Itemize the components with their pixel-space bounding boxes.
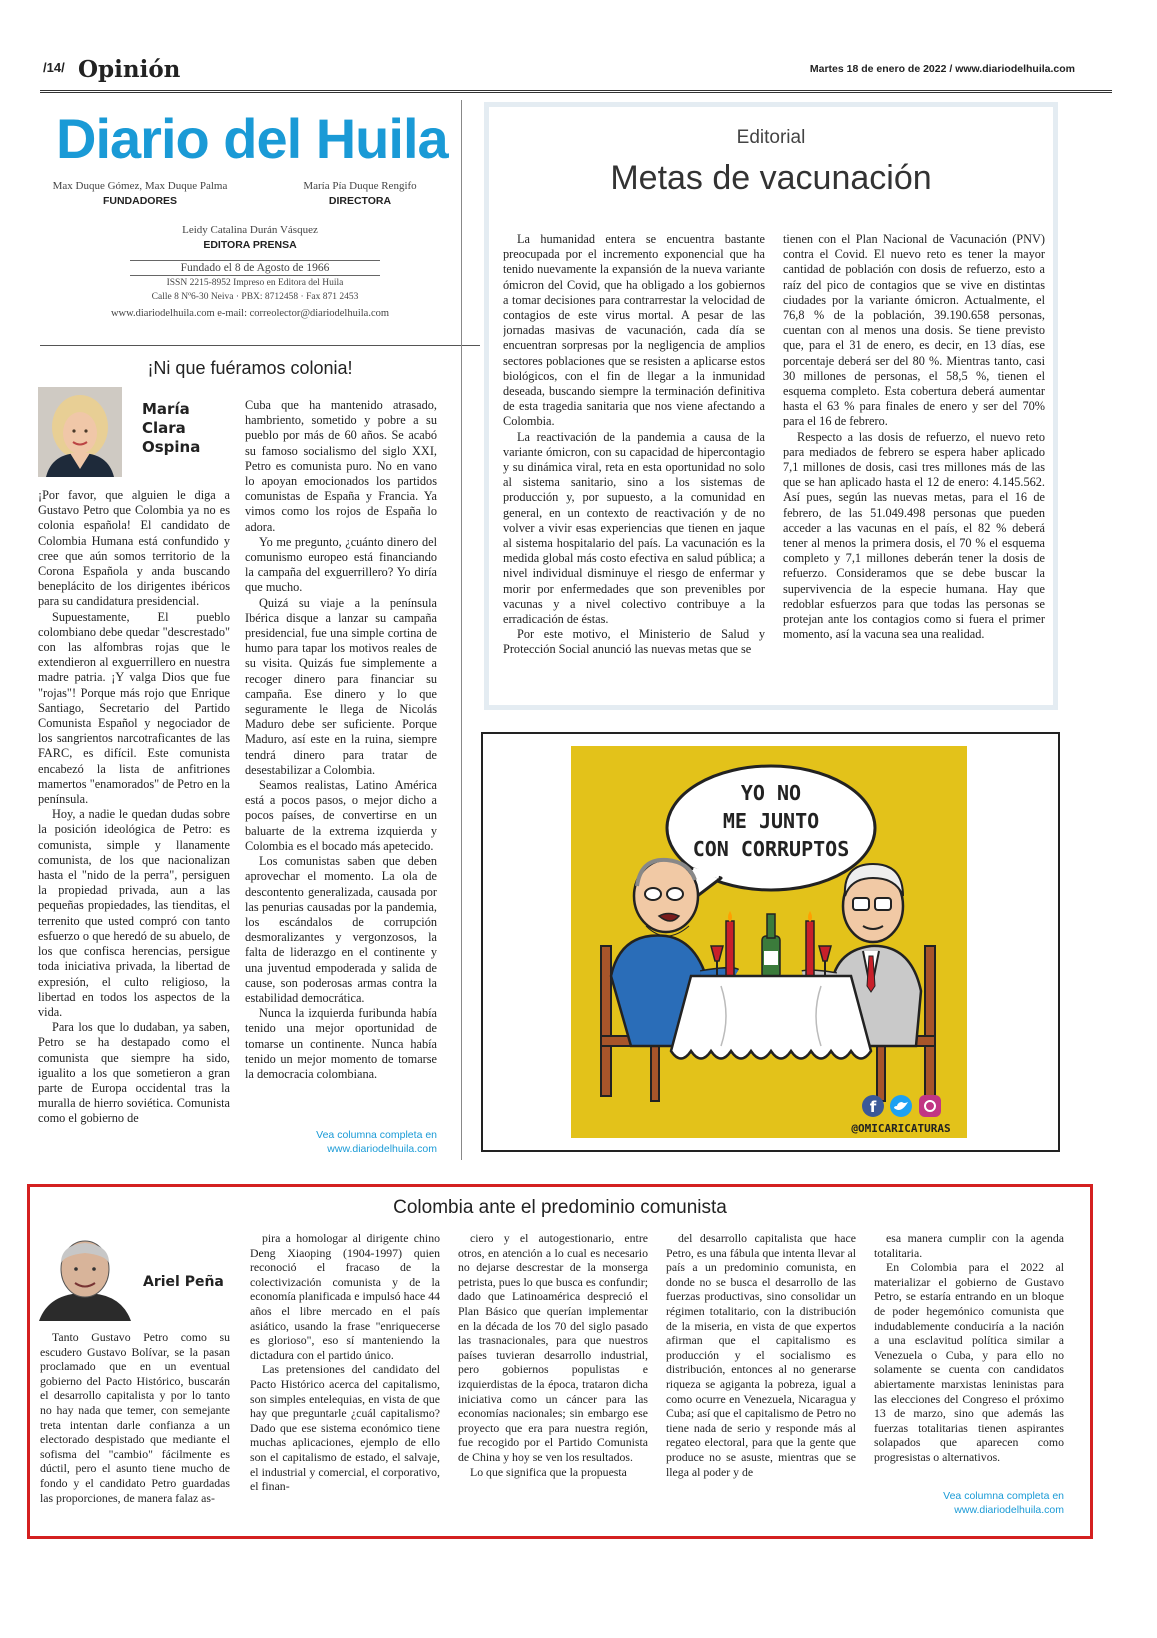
paragraph: En Colombia para el 2022 al materializar el gobierno de Gustavo Petro, se estaría entrando en un bloque de poder hegemónico comunista que indudablemente conduciría a la nación a una esclavitud política similar a Venezuela o Cuba, y para ello no solamente se cuenta con candidatos abiertamente marxistas leninistas para las elecciones del Congreso el próximo 13 de marzo, sino que además las fuerzas totalitarias tienen aspirantes solapados que aparecen como progresistas o alternativos. [874,1260,1064,1464]
address-line: Calle 8 Nº6-30 Neiva · PBX: 8712458 · Fax 871 2453 [151,292,359,302]
column-separator [461,100,462,1160]
instagram-icon [919,1095,941,1117]
masthead [40,98,480,348]
founders-names: Max Duque Gómez, Max Duque Palma [52,180,228,192]
paragraph: esa manera cumplir con la agenda totalitaria. [874,1231,1064,1260]
paragraph: La humanidad entera se encuentra bastante preocupada por el incremento exponencial que ha tenido nuevamente la expansión de la nueva variante ómicron del Covid, que ha obligado a los gobiernos a tomar decisiones para contrarrestar la velocidad de contagios de este virus mortal. A pesar de las jornadas masivas de vacunación, cada día se encuentran sorpresas por la negligencia de amplios sectores poblaciones que se resisten a aplicarse estos biológicos, con el fin de llegar a la inmunidad deseada, buscando siempre la terminación definitiva de esta tragedia sanitaria que nos viene afectando a Colombia. [503,232,765,429]
paragraph: Tanto Gustavo Petro como su escudero Gustavo Bolívar, se la pasan proclamado que en un eventual gobierno del Pacto Histórico, buscarán el desarrollo capitalista y por lo tanto no hay nada que temer, con semejante treta intentan darle confianza a un electorado despistado que mediante el sofisma del "cambio" fácilmente es dúctil, pero el asunto tiene mucho de fondo y el candidato Petro guardadas las proporciones, de manera falaz as- [40,1330,230,1505]
table-cloth [671,976,871,1059]
paragraph: ¡Por favor, que alguien le diga a Gustavo Petro que Colombia ya no es colonia española! El candidato de Colombia Humana está confundido y cree que aún somos territorio de la Corona Española y anda buscando beneplácito de los dirigentes ibéricos para su candidatura presidencial. [38,488,230,609]
section-title: Opinión [78,56,181,83]
editorial-column-1 [503,232,765,672]
paragraph: ciero y el autogestionario, entre otros, en atención a lo cual es necesario no dejarse descrestar de la monserga petrista, pues lo que busca es confundir; dado que Latinoamérica despreció el Plan Básico que querían implementar en la década de los 70 del siglo pasado las trasnacionales, para que nuestros países tuvieran desarrollo industrial, pero gobiernos populistas e izquierdistas de la época, trataron dicha iniciativa como un cáncer para las economías nacionales; sin embargo ese proyecto que era para nuestra región, fue recogido por el Partido Comunista de China y hoy se ven los resultados. [458,1231,648,1464]
masthead-rule [40,345,480,346]
issn-line: ISSN 2215-8952 Impreso en Editora del Huila [166,278,344,288]
paragraph: Hoy, a nadie le quedan dudas sobre la posición ideológica de Petro: es comunista, simple y llanamente comunista, de los que nacionalizan hasta el "nido de la perra", persiguen la propiedad privada, aun a las pequeñas propiedades, las tienditas, el terrenito que usted compró con tanto esfuerzo o que heredó de su abuelo, de los que confisca herencias, persigue toda iniciativa privada, la libertad de expresión, el culto religioso, la libertad en todos los aspectos de la vida. [38,807,230,1019]
speech-text-2: ME JUNTO [722,809,820,833]
editorial-label: Editorial [736,127,806,148]
paragraph: Supuestamente, El pueblo colombiano debe quedar "descrestado" con las alfombras rojas que le extendieron al exguerrillero en nuestra madre patria. ¡Y valga Dios que fue "rojas"! Porque más rojo que Enrique Santiago, Secretario del Partido Comunista Español y negociador de los sangrientos narcotraficantes de las FARC, es difícil. Este comunista encabezó la lista de anfitriones mamertos "enamorados" de Petro en la península. [38,609,230,807]
paragraph: Para los que lo dudaban, ya saben, Petro se ha destapado como el comunista que siempre ha sido, igualito a los que sometieron a gran parte de Europa occidental tras la muralla de hierro soviética. Comunista como el gobierno de [38,1020,230,1126]
paragraph: La reactivación de la pandemia a causa de la variante ómicron, con su capacidad de hipercontagio y su dinámica viral, reta en esta oportunidad no solo al sistema sanitario, sino a los sistemas de producción y, por supuesto, a la comunidad en general, en un contexto de reactivación y de no volver a vivir esas experiencias que tienen en jaque al sistema hospitalario del país. La vacunación es la medida global más costo efectiva en salud pública; a nivel individual disminuye el riesgo de enfermar y morir por enfermedades que son prevenibles por vacunas y a nivel colectivo contribuye a la erradicación de éstas. [503,429,765,627]
web-email-line[interactable]: www.diariodelhuila.com e-mail: correolector@diariodelhuila.com [110,308,390,319]
date-line: Martes 18 de enero de 2022 / www.diariodelhuila.com [809,63,1075,75]
column-body-right [245,398,437,1126]
director-role: DIRECTORA [328,195,392,207]
header-rule [40,90,1112,93]
paragraph: pira a homologar al dirigente chino Deng Xiaoping (1904-1997) quien reconoció el fracaso de la colectivización comunista y de la economía planificada e impulsó hace 44 años el libre mercado en el país asiático, usando la frase "enriquecerse es glorioso", eso sí manteniendo la dictadura con el partido único. [250,1231,440,1362]
cartoonist-handle: @OMICARICATURAS [851,1122,951,1135]
founders-role: FUNDADORES [102,195,178,207]
founded-date: Fundado el 8 de Agosto de 1966 [130,260,380,276]
paragraph: Cuba que ha mantenido atrasado, hambriento, sometido y pobre a su pueblo por más de 60 años. Se acabó su famoso socialismo del siglo XXI, Petro es comunista puro. No en vano lo apoyan emocionados los partidos comunistas de España y Francia. Ya vimos como los rojos de España lo adora. [245,398,437,534]
author-photo [38,387,122,477]
editorial-box [484,102,1058,710]
article-see-more-link[interactable]: Vea columna completa en www.diariodelhuila.com [943,1490,1064,1516]
featured-article-box [27,1184,1093,1539]
editorial-title: Metas de vacunación [610,159,932,197]
paragraph: del desarrollo capitalista que hace Petro, es una fábula que intenta llevar al país a un predominio comunista, en donde no se busca el desarrollo de las fuerzas productivas, sino consolidar un régimen totalitario, con la distribución de la miseria, en vista de que expertos afirman que el capitalismo es producción y el socialismo es distribución, entonces al no generarse riqueza se agiganta la pobreza, igual a como ocurre en Venezuela, Nicaragua y Cuba; así que el capitalismo de Petro no tiene nada de serio y responde más al regateo electoral, para que la gente que produce no se asuste, mientras que se llega al poder y de [666,1231,856,1479]
cartoon-image [571,746,967,1138]
paragraph: Por este motivo, el Ministerio de Salud y Protección Social anunció las nuevas metas que se [503,627,765,657]
editorial-column-2 [783,232,1045,672]
newspaper-logo: Diario del Huila [56,107,448,170]
article-column-1 [40,1330,230,1530]
article-author: Ariel Peña [143,1274,224,1290]
speech-text-3: CON CORRUPTOS [692,837,850,861]
director-name: María Pía Duque Rengifo [303,180,417,192]
column-body-left [38,488,230,1148]
speech-text-1: YO NO [740,781,802,805]
article-column-3 [458,1231,648,1531]
author-photo-2 [39,1233,131,1321]
paragraph: Los comunistas saben que deben aprovechar el momento. La ola de descontento generalizada, causada por las penurias causadas por la pandemia, los escándalos de corrupción desmoralizantes y vergonzosos, la falta de liderazgo en el continente y una juventud empoderada y salida de cause, son poderosas armas contra la estabilidad democrática. [245,854,437,1005]
paragraph: Respecto a las dosis de refuerzo, el nuevo reto para mediados de febrero se espera haber aplicado 7,1 millones de dosis, casi tres millones más de las que se han aplicado hasta el 12 de enero: 4.145.562. Así pues, según las nuevas metas, para el 16 de febrero, de las 51.049.498 personas que pueden acceder a las vacunas en el país, el 82 % deberá tener al menos la primera dosis, el 70 % el esquema completo y 7,1 millones deberán tener la dosis de refuerzo. Consideramos que se debe buscar la supervivencia de la especie humana. Hay que redoblar esfuerzos para que todas las personas se protejan ante los contagios como si fuera el primer momento, así la vacuna sea una realidad. [783,429,1045,642]
article-column-5 [874,1231,1064,1487]
editor-role: EDITORA PRENSA [203,239,297,251]
svg-text:f: f [869,1098,877,1116]
paragraph: Las pretensiones del candidato del Pacto Histórico acerca del capitalismo, son simples entelequias, en vista de que hay que preguntarle ¿cuál capitalismo? Dado que ese sistema económico tiene muchas aplicaciones, ejemplo de ello son el capitalismo de estado, el salvaje, el industrial y comercial, el corporativo, el finan- [250,1362,440,1494]
paragraph: tienen con el Plan Nacional de Vacunación (PNV) contra el Covid. El nuevo reto es tener la mayor cantidad de población con dosis de refuerzo, esto a raíz del pico de contagios que se vive en distintas ciudades por la variante ómicron. Actualmente, el 76,8 % de la población, 39.190.658 personas, cuentan con al menos una dosis. Se tiene previsto que, para el 31 de enero, es decir, en 13 días, ese porcentaje deberá ser del 80 %. Mientras tanto, casi 30 millones de personas, el 58,5 %, tienen el esquema completo. Esta cobertura deberá aumentar hasta el 63 % para finales de enero y ser del 70% para el 16 de febrero. [783,232,1045,429]
article-column-2 [250,1231,440,1531]
see-more-link[interactable]: Vea columna completa en www.diariodelhuila.com [316,1129,437,1155]
column-title: ¡Ni que fuéramos colonia! [147,358,353,378]
paragraph: Quizá su viaje a la península Ibérica disque a lanzar su campaña presidencial, fue una simple cortina de humo para tapar los motivos reales de su visita. Quizás fue simplemente a recoger dinero para financiar su campaña. Ese dinero y lo que seguramente le llega de Nicolás Maduro debe ser suficiente. Porque Maduro, así este en la ruina, siempre tendrá dinero para tratar de desestabilizar a Colombia. [245,595,437,777]
paragraph: Yo me pregunto, ¿cuánto dinero del comunismo europeo está financiando la campaña del exguerrillero? Yo diría que mucho. [245,534,437,595]
article-column-4 [666,1231,856,1531]
author-name: María Clara Ospina [142,400,201,456]
paragraph: Seamos realistas, Latino América está a pocos pasos, o mejor dicho a pocos países, de convertirse en un baluarte de la extrema izquierda y Colombia es el bocado más apetecido. [245,778,437,853]
paragraph: Nunca la izquierda furibunda había tenido una mejor oportunidad de tomarse un continente. Nunca había tenido un mejor momento de tomarse la democracia colombiana. [245,1006,437,1081]
page-number: /14/ [43,60,65,75]
paragraph: Lo que significa que la propuesta [470,1464,627,1479]
article-title: Colombia ante el predominio comunista [393,1197,727,1218]
editor-name: Leidy Catalina Durán Vásquez [182,224,318,236]
